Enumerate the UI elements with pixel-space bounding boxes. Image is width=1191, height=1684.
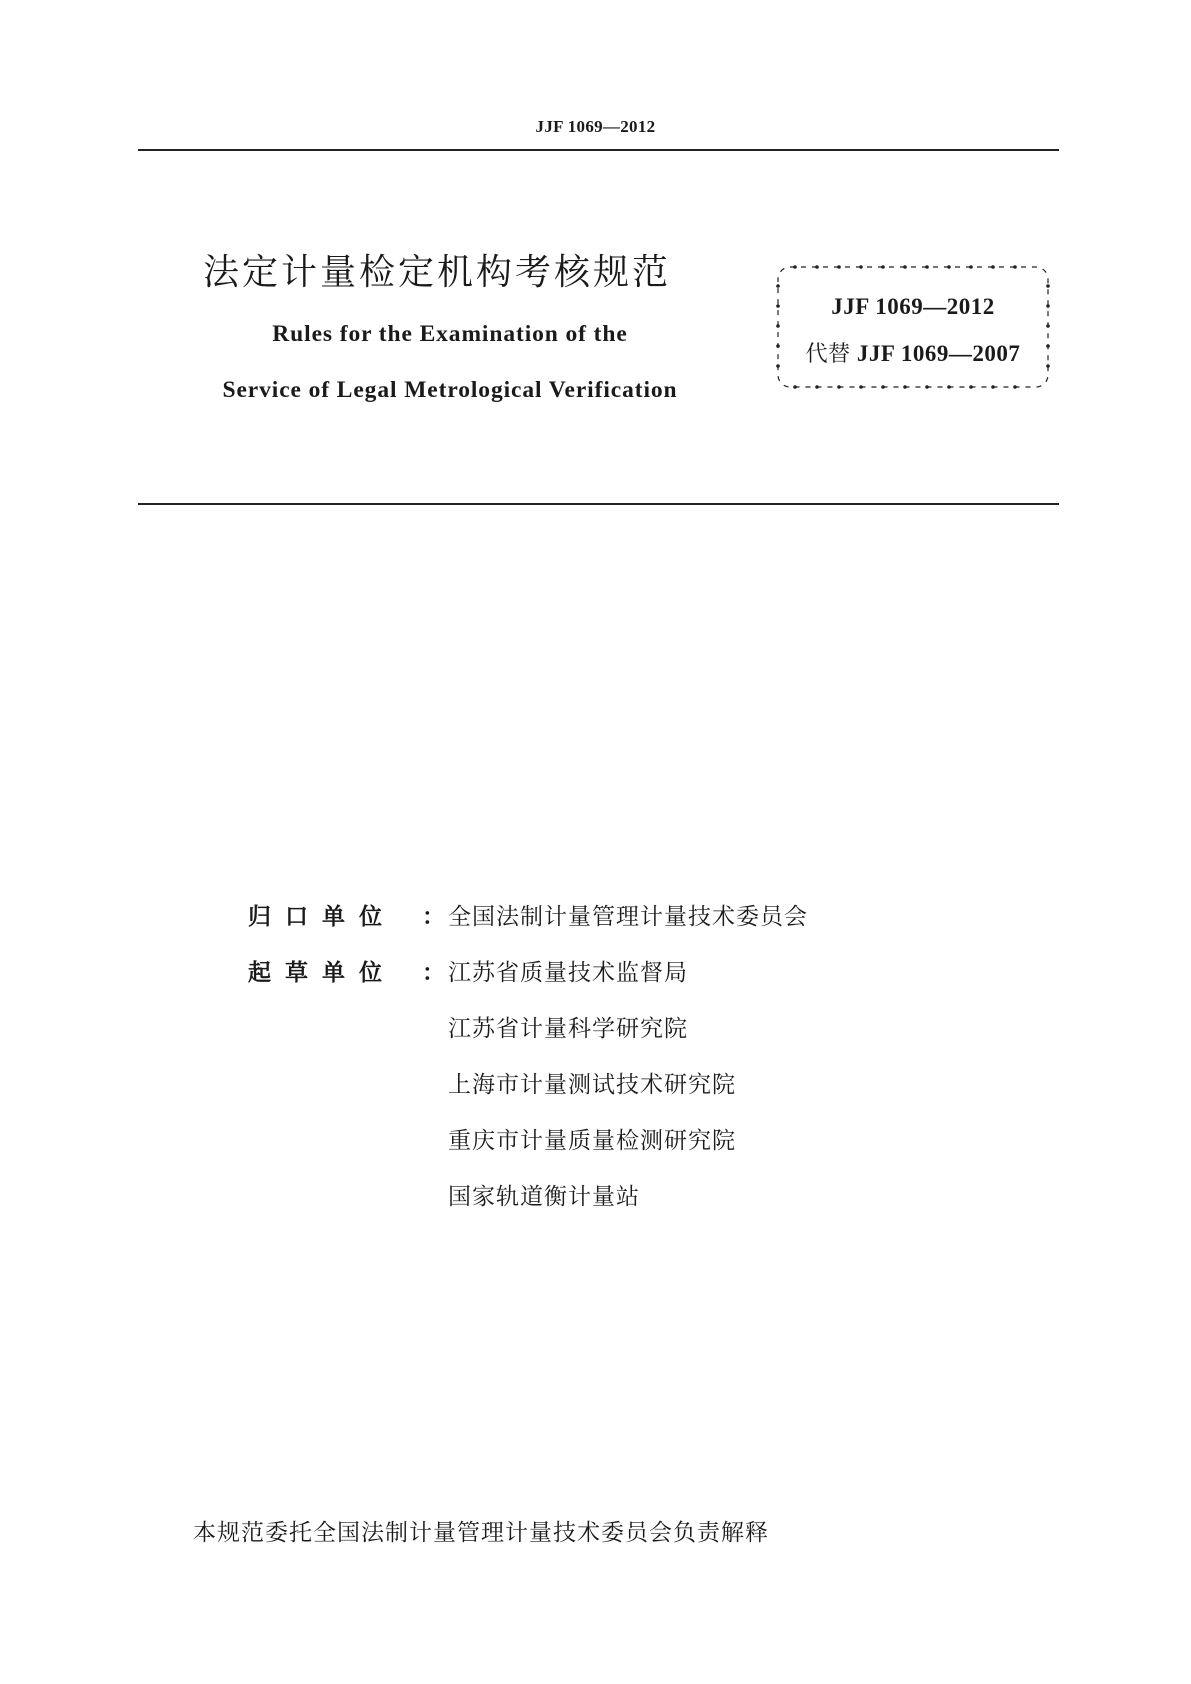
drafting-label: 起草单位 (248, 960, 396, 986)
replaces-prefix: 代替 (805, 342, 851, 367)
drafting-unit: 江苏省质量技术监督局 (448, 960, 688, 986)
responsible-colon: ： (422, 904, 445, 930)
middle-divider (138, 503, 1059, 505)
document-title-en-line1: Rules for the Examination of the (272, 321, 628, 347)
standard-number-box (775, 264, 1051, 390)
document-title-cn: 法定计量检定机构考核规范 (203, 252, 672, 293)
drafting-unit: 上海市计量测试技术研究院 (448, 1072, 736, 1098)
document-title-en-line2: Service of Legal Metrological Verification (222, 377, 678, 403)
header-standard-code: JJF 1069—2012 (535, 117, 656, 136)
responsible-unit: 全国法制计量管理计量技术委员会 (448, 904, 808, 930)
decorative-border-icon (775, 264, 1051, 390)
drafting-unit: 国家轨道衡计量站 (448, 1184, 640, 1210)
responsible-label: 归口单位 (248, 904, 396, 930)
replaces-number: JJF 1069—2007 (856, 341, 1021, 366)
replaces-standard (775, 337, 1051, 368)
standard-number: JJF 1069—2012 (831, 294, 995, 319)
top-divider (138, 149, 1059, 151)
drafting-colon: ： (422, 960, 445, 986)
drafting-unit: 重庆市计量质量检测研究院 (448, 1128, 736, 1154)
interpretation-note: 本规范委托全国法制计量管理计量技术委员会负责解释 (193, 1520, 769, 1546)
drafting-unit: 江苏省计量科学研究院 (448, 1016, 688, 1042)
